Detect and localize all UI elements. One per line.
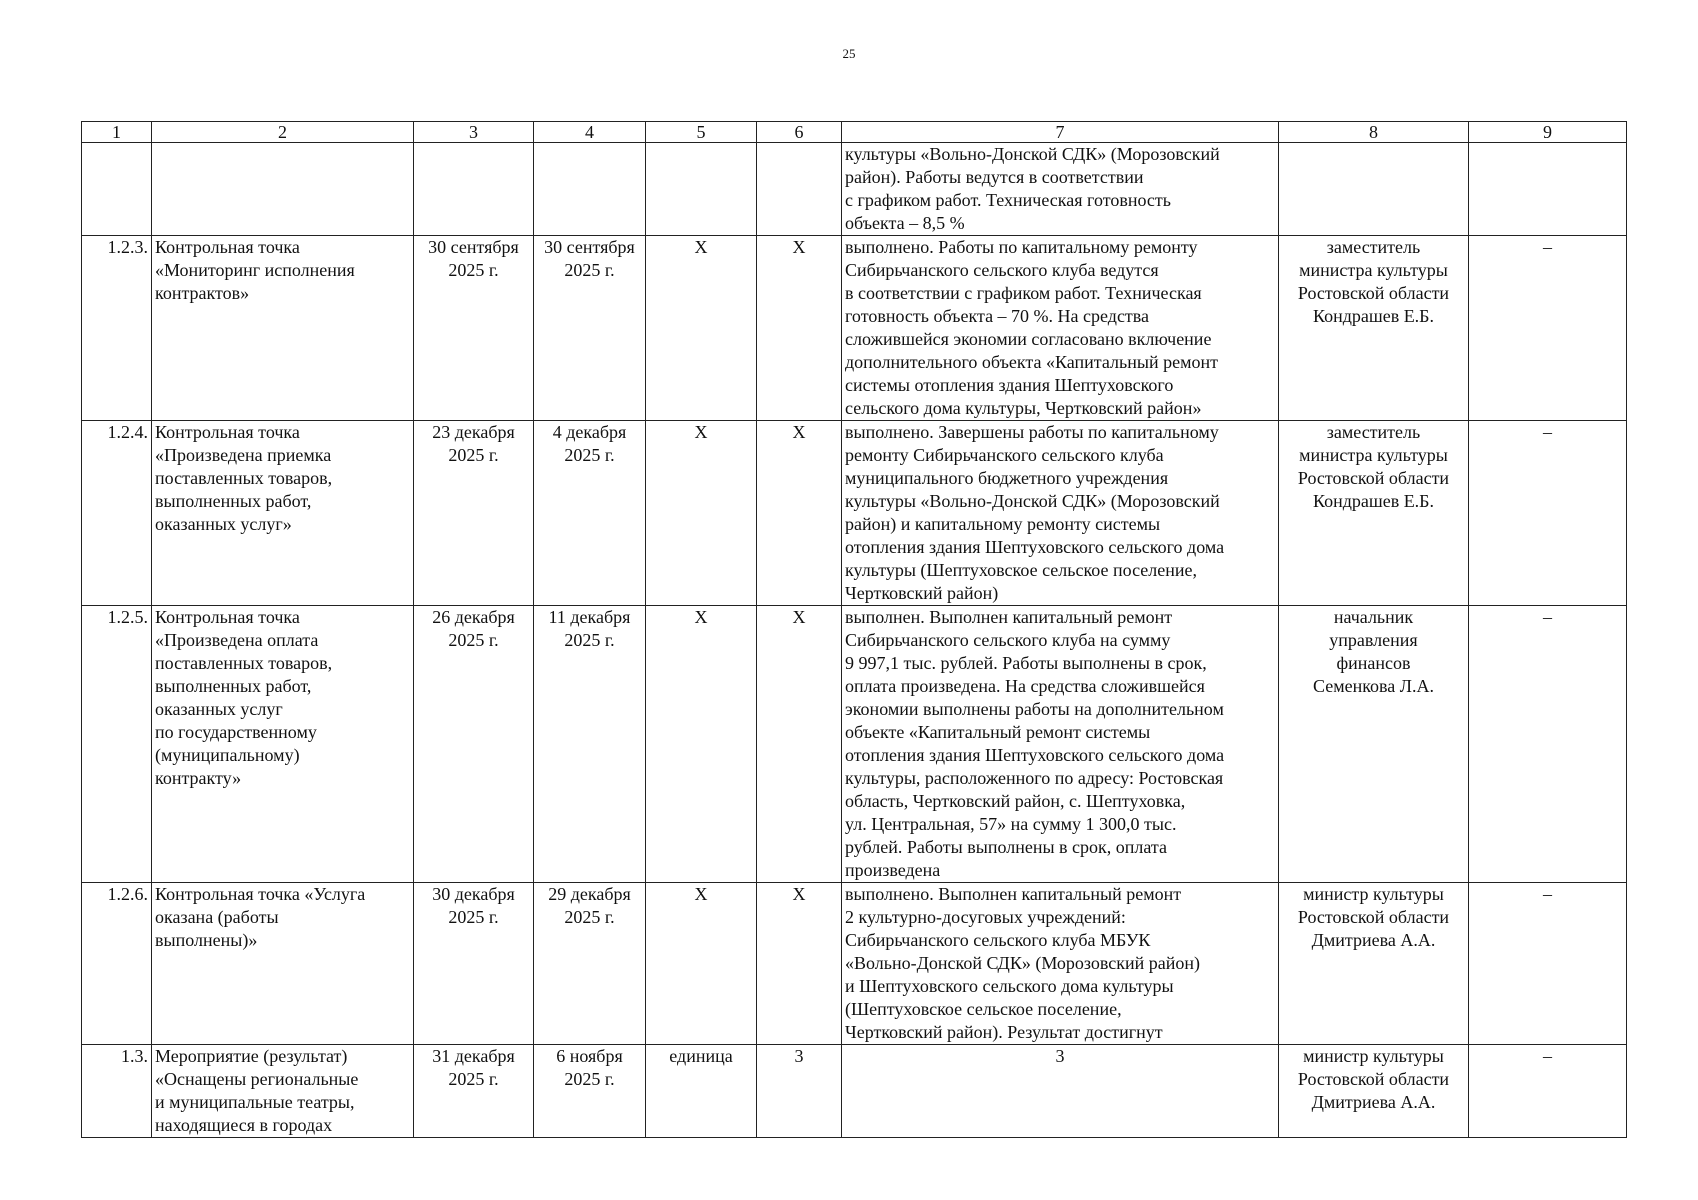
row-plan-date: 30 сентября 2025 г.: [414, 236, 534, 421]
row-value: Х: [757, 421, 842, 606]
row-responsible: заместитель министра культуры Ростовской области Кондрашев Е.Б.: [1279, 421, 1469, 606]
row-note: –: [1469, 1045, 1627, 1138]
row-number: [82, 143, 152, 236]
row-note: –: [1469, 606, 1627, 883]
report-table: [81, 121, 1627, 1138]
row-plan-date: 26 декабря 2025 г.: [414, 606, 534, 883]
row-unit: Х: [646, 421, 757, 606]
row-name: Контрольная точка «Услуга оказана (работы выполнены)»: [152, 883, 414, 1045]
row-fact-date: [534, 143, 646, 236]
row-number: 1.2.4.: [82, 421, 152, 606]
row-responsible: министр культуры Ростовской области Дмитриева А.А.: [1279, 1045, 1469, 1138]
row-number: 1.3.: [82, 1045, 152, 1138]
table-row: [82, 236, 1627, 421]
row-plan-date: 23 декабря 2025 г.: [414, 421, 534, 606]
table-row: [82, 421, 1627, 606]
col-header-6: 6: [757, 122, 842, 143]
row-status: выполнено. Завершены работы по капитальному ремонту Сибирьчанского сельского клуба муниципального бюджетного учреждения культуры «Вольно-Донской СДК» (Морозовский район) и капитальному ремонту системы отопления здания Шептуховского сельского дома культуры (Шептуховское сельское поселение, Чертковский район): [842, 421, 1279, 606]
row-status: выполнено. Работы по капитальному ремонту Сибирьчанского сельского клуба ведутся в соответствии с графиком работ. Техническая готовность объекта – 70 %. На средства сложившейся экономии согласовано включение дополнительного объекта «Капитальный ремонт системы отопления здания Шептуховского сельского дома культуры, Чертковский район»: [842, 236, 1279, 421]
table-row: [82, 143, 1627, 236]
row-unit: Х: [646, 883, 757, 1045]
row-plan-date: [414, 143, 534, 236]
col-header-8: 8: [1279, 122, 1469, 143]
row-name: Мероприятие (результат) «Оснащены региональные и муниципальные театры, находящиеся в городах: [152, 1045, 414, 1138]
col-header-1: 1: [82, 122, 152, 143]
row-number: 1.2.3.: [82, 236, 152, 421]
row-value: Х: [757, 606, 842, 883]
page-number: 25: [842, 46, 856, 61]
row-unit: Х: [646, 236, 757, 421]
row-value: [757, 143, 842, 236]
row-plan-date: 30 декабря 2025 г.: [414, 883, 534, 1045]
row-responsible: министр культуры Ростовской области Дмитриева А.А.: [1279, 883, 1469, 1045]
row-fact-date: 11 декабря 2025 г.: [534, 606, 646, 883]
row-fact-date: 30 сентября 2025 г.: [534, 236, 646, 421]
row-number: 1.2.6.: [82, 883, 152, 1045]
row-fact-date: 4 декабря 2025 г.: [534, 421, 646, 606]
row-note: –: [1469, 236, 1627, 421]
row-name: Контрольная точка «Произведена оплата поставленных товаров, выполненных работ, оказанных услуг по государственному (муниципальному) контракту»: [152, 606, 414, 883]
col-header-4: 4: [534, 122, 646, 143]
row-unit: единица: [646, 1045, 757, 1138]
table-header: [82, 122, 1627, 143]
row-fact-date: 6 ноября 2025 г.: [534, 1045, 646, 1138]
row-fact-date: 29 декабря 2025 г.: [534, 883, 646, 1045]
row-name: Контрольная точка «Мониторинг исполнения контрактов»: [152, 236, 414, 421]
col-header-9: 9: [1469, 122, 1627, 143]
table-body: [82, 143, 1627, 1138]
row-number: 1.2.5.: [82, 606, 152, 883]
row-unit: Х: [646, 606, 757, 883]
row-responsible: [1279, 143, 1469, 236]
table-row: [82, 883, 1627, 1045]
row-note: [1469, 143, 1627, 236]
table-row: [82, 1045, 1627, 1138]
row-status: 3: [842, 1045, 1279, 1138]
col-header-7: 7: [842, 122, 1279, 143]
row-responsible: начальник управления финансов Семенкова Л.А.: [1279, 606, 1469, 883]
row-status: культуры «Вольно-Донской СДК» (Морозовский район). Работы ведутся в соответствии с графиком работ. Техническая готовность объекта – 8,5 %: [842, 143, 1279, 236]
row-responsible: заместитель министра культуры Ростовской области Кондрашев Е.Б.: [1279, 236, 1469, 421]
row-note: –: [1469, 883, 1627, 1045]
header-row: [82, 122, 1627, 143]
row-value: 3: [757, 1045, 842, 1138]
table-row: [82, 606, 1627, 883]
row-status: выполнено. Выполнен капитальный ремонт 2 культурно-досуговых учреждений: Сибирьчанского сельского клуба МБУК «Вольно-Донской СДК» (Морозовский район) и Шептуховского сельского дома культуры (Шептуховское сельское поселение, Чертковский район). Результат достигнут: [842, 883, 1279, 1045]
row-name: [152, 143, 414, 236]
col-header-5: 5: [646, 122, 757, 143]
row-note: –: [1469, 421, 1627, 606]
row-status: выполнен. Выполнен капитальный ремонт Сибирьчанского сельского клуба на сумму 9 997,1 тыс. рублей. Работы выполнены в срок, оплата произведена. На средства сложившейся экономии выполнены работы на дополнительном объекте «Капитальный ремонт системы отопления здания Шептуховского сельского дома культуры, расположенного по адресу: Ростовская область, Чертковский район, с. Шептуховка, ул. Центральная, 57» на сумму 1 300,0 тыс. рублей. Работы выполнены в срок, оплата произведена: [842, 606, 1279, 883]
row-plan-date: 31 декабря 2025 г.: [414, 1045, 534, 1138]
row-unit: [646, 143, 757, 236]
col-header-3: 3: [414, 122, 534, 143]
row-name: Контрольная точка «Произведена приемка поставленных товаров, выполненных работ, оказанных услуг»: [152, 421, 414, 606]
col-header-2: 2: [152, 122, 414, 143]
row-value: Х: [757, 236, 842, 421]
row-value: Х: [757, 883, 842, 1045]
